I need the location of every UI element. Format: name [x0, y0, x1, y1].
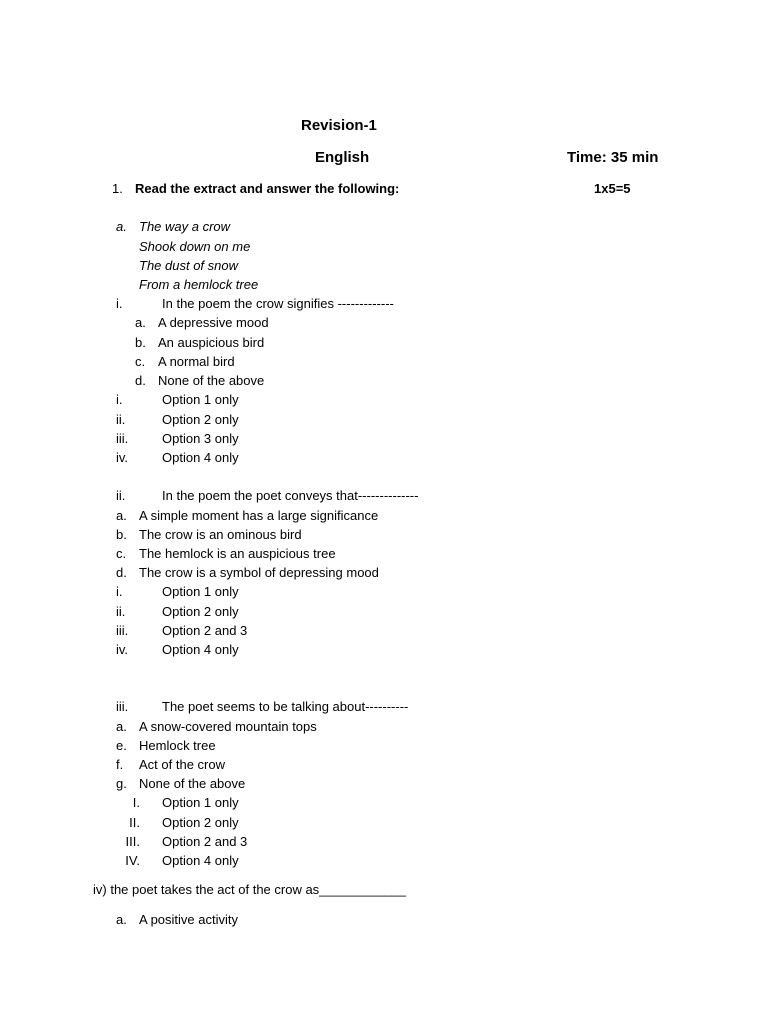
option-text: Option 4 only — [162, 450, 239, 465]
choice-text: The crow is a symbol of depressing mood — [139, 565, 379, 580]
subquestion-text: In the poem the poet conveys that-------------- — [162, 488, 419, 503]
option-text: Option 4 only — [162, 853, 239, 868]
extract-line: From a hemlock tree — [139, 277, 259, 292]
choice-marker: a. — [116, 508, 127, 523]
extract-line: Shook down on me — [139, 239, 251, 254]
choice-marker: f. — [116, 757, 124, 772]
option-text: Option 1 only — [162, 795, 239, 810]
choice-text: An auspicious bird — [158, 335, 265, 350]
choice-text: Hemlock tree — [139, 738, 216, 753]
option-marker: iv. — [116, 450, 129, 465]
option-marker: i. — [116, 584, 123, 599]
choice-text: A snow-covered mountain tops — [139, 719, 317, 734]
choice-marker: b. — [116, 527, 127, 542]
choice-marker: c. — [135, 354, 146, 369]
option-text: Option 1 only — [162, 584, 239, 599]
option-marker: ii. — [116, 604, 126, 619]
subquestion-text: The poet seems to be talking about---------- — [162, 699, 409, 714]
time-label: Time: 35 min — [567, 149, 659, 166]
question-marks: 1x5=5 — [594, 181, 631, 196]
choice-text: None of the above — [158, 373, 265, 388]
choice-marker: b. — [135, 335, 146, 350]
choice-marker: g. — [116, 776, 127, 791]
option-marker: iii. — [116, 623, 129, 638]
question-instruction: Read the extract and answer the following: — [135, 181, 400, 196]
choice-text: The hemlock is an auspicious tree — [139, 546, 336, 561]
option-marker: II. — [129, 815, 140, 830]
choice-marker: a. — [116, 912, 127, 927]
extract-line: The way a crow — [139, 219, 231, 234]
choice-marker: d. — [116, 565, 127, 580]
option-marker: iv. — [116, 642, 129, 657]
subquestion-number: iii. — [116, 699, 129, 714]
choice-marker: c. — [116, 546, 127, 561]
option-marker: ii. — [116, 412, 126, 427]
choice-text: A simple moment has a large significance — [139, 508, 379, 523]
option-marker: III. — [125, 834, 140, 849]
choice-text: A positive activity — [139, 912, 238, 927]
choice-marker: a. — [135, 315, 146, 330]
option-marker: I. — [132, 795, 140, 810]
question-number: 1. — [112, 181, 123, 196]
extract-line: The dust of snow — [139, 258, 238, 273]
option-text: Option 4 only — [162, 642, 239, 657]
choice-marker: d. — [135, 373, 146, 388]
subject-label: English — [315, 149, 370, 166]
choice-text: None of the above — [139, 776, 246, 791]
option-marker: iii. — [116, 431, 129, 446]
option-text: Option 2 only — [162, 815, 239, 830]
option-text: Option 3 only — [162, 431, 239, 446]
extract-marker: a. — [116, 219, 127, 234]
subquestion-text: iv) the poet takes the act of the crow as____________ — [93, 882, 406, 897]
choice-text: The crow is an ominous bird — [139, 527, 302, 542]
option-marker: IV. — [125, 853, 140, 868]
option-text: Option 1 only — [162, 392, 239, 407]
option-text: Option 2 only — [162, 604, 239, 619]
choice-marker: a. — [116, 719, 127, 734]
subquestion-number: ii. — [116, 488, 126, 503]
choice-text: A normal bird — [158, 354, 235, 369]
option-text: Option 2 and 3 — [162, 834, 248, 849]
choice-text: Act of the crow — [139, 757, 225, 772]
subquestion-text: In the poem the crow signifies ------------- — [162, 296, 394, 311]
choice-text: A depressive mood — [158, 315, 269, 330]
worksheet-title: Revision-1 — [301, 117, 377, 134]
choice-marker: e. — [116, 738, 127, 753]
option-text: Option 2 only — [162, 412, 239, 427]
subquestion-number: i. — [116, 296, 123, 311]
option-text: Option 2 and 3 — [162, 623, 248, 638]
option-marker: i. — [116, 392, 123, 407]
